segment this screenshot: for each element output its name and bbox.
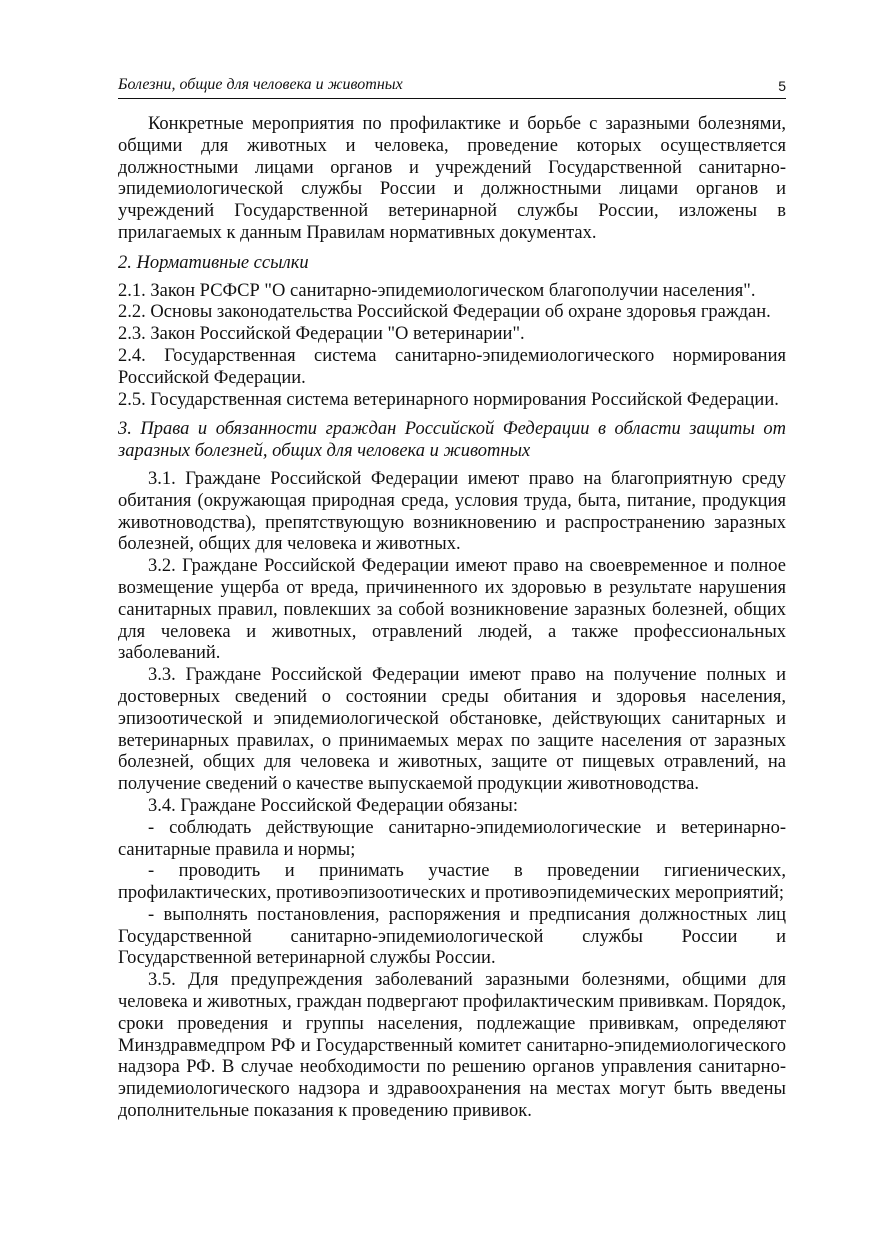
running-header xyxy=(118,74,786,99)
reference-item: 2.2. Основы законодательства Российской Федерации об охране здоровья граждан. xyxy=(118,302,771,323)
paragraph-3-1: 3.1. Граждане Российской Федерации имеют право на благоприятную среду обитания (окружающая природная среда, условия труда, быта, питание, продукция животноводства), препятствующую возникновению и распространению заразных болезней, общих для человека и животных. xyxy=(118,468,786,555)
paragraph-3-5: 3.5. Для предупреждения заболеваний заразными болезнями, общими для человека и животных, граждан подвергают профилактическим прививкам. Порядок, сроки проведения и группы населения, подлежащие прививкам, определяют Минздравмедпром РФ и Государственный комитет санитарно-эпидемиологического надзора РФ. В случае необходимости по решению органов управления санитарно-эпидемиологического надзора и здравоохранения на местах могут быть введены дополнительные показания к проведению прививок. xyxy=(118,970,786,1122)
reference-item: 2.5. Государственная система ветеринарного нормирования Российской Федерации. xyxy=(118,389,779,410)
page-body xyxy=(118,114,786,1123)
page-number: 5 xyxy=(778,78,786,94)
normative-references-list xyxy=(118,281,786,412)
paragraph-3-3: 3.3. Граждане Российской Федерации имеют право на получение полных и достоверных сведений о состоянии среды обитания и здоровья населения, эпизоотической и эпидемиологической обстановке, действующих санитарных и ветеринарных правилах, о принимаемых мерах по защите населения от заразных болезней, общих для человека и животных, защите от пищевых отравлений, на получение сведений о качестве выпускаемой продукции животноводства. xyxy=(118,665,786,795)
reference-item: 2.1. Закон РСФСР "О санитарно-эпидемиологическом благополучии населения". xyxy=(118,280,756,301)
obligation-item: - проводить и принимать участие в проведении гигиенических, профилактических, противоэпизоотических и противоэпидемических мероприятий; xyxy=(118,861,786,904)
intro-paragraph: Конкретные мероприятия по профилактике и борьбе с заразными болезнями, общими для животных и человека, проведение которых осуществляется должностными лицами органов и учреждений Государственной санитарно-эпидемиологической службы России и должностными лицами органов и учреждений Государственной ветеринарной службы России, изложены в прилагаемых к данным Правилам нормативных документах. xyxy=(118,114,786,243)
reference-item: 2.4. Государственная система санитарно-эпидемиологического нормирования Российской Федерации. xyxy=(118,345,786,388)
section-3-heading: 3. Права и обязанности граждан Российской Федерации в области защиты от заразных болезней, общих для человека и животных xyxy=(118,419,786,462)
obligation-item: - выполнять постановления, распоряжения и предписания должностных лиц Государственной санитарно-эпидемиологической службы России и Государственной ветеринарной службы России. xyxy=(118,904,786,969)
section-2-heading: 2. Нормативные ссылки xyxy=(118,252,309,273)
obligation-item: - соблюдать действующие санитарно-эпидемиологические и ветеринарно-санитарные правила и нормы; xyxy=(118,817,786,860)
running-title: Болезни, общие для человека и животных xyxy=(118,76,403,93)
reference-item: 2.3. Закон Российской Федерации "О ветеринарии". xyxy=(118,324,525,345)
paragraph-3-4: 3.4. Граждане Российской Федерации обязаны: xyxy=(148,795,518,816)
paragraph-3-2: 3.2. Граждане Российской Федерации имеют право на своевременное и полное возмещение ущерба от вреда, причиненного их здоровью в результате нарушения санитарных правил, повлекших за собой возникновение заразных болезней, общих для человека и животных, отравлений людей, а также профессиональных заболеваний. xyxy=(118,556,786,664)
